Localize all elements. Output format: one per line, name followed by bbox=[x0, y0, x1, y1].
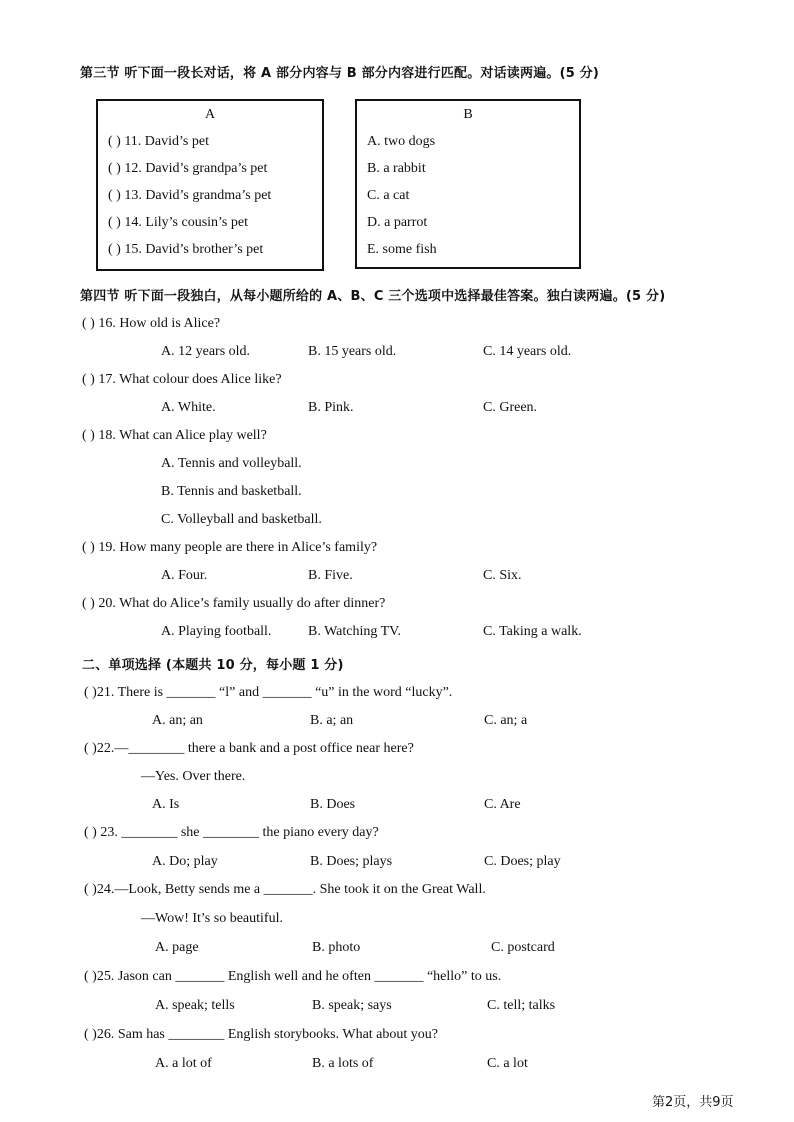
question-18-option-a: A. Tennis and volleyball. bbox=[161, 456, 302, 471]
question-26-option-b: B. a lots of bbox=[312, 1056, 374, 1071]
question-20-option-b: B. Watching TV. bbox=[308, 624, 401, 639]
question-19-option-b: B. Five. bbox=[308, 568, 353, 583]
question-23-option-a: A. Do; play bbox=[152, 854, 218, 869]
part2-heading: 二、单项选择 (本题共 10 分，每小题 1 分) bbox=[82, 658, 344, 673]
question-17-stem: ( ) 17. What colour does Alice like? bbox=[82, 372, 282, 387]
question-21-option-a: A. an; an bbox=[152, 713, 203, 728]
section3-heading: 第三节 听下面一段长对话，将 A 部分内容与 B 部分内容进行匹配。对话读两遍。(5 分) bbox=[80, 66, 600, 81]
question-26-option-c: C. a lot bbox=[487, 1056, 528, 1071]
match-item-14: ( ) 14. Lily’s cousin’s pet bbox=[108, 215, 248, 230]
match-option-e: E. some fish bbox=[367, 242, 437, 257]
question-25-option-c: C. tell; talks bbox=[487, 998, 556, 1013]
question-22-option-b: B. Does bbox=[310, 797, 356, 812]
match-option-d: D. a parrot bbox=[367, 215, 428, 230]
column-a-title: A bbox=[204, 107, 216, 122]
question-18-stem: ( ) 18. What can Alice play well? bbox=[82, 428, 267, 443]
question-23-option-b: B. Does; plays bbox=[310, 854, 393, 869]
question-22-stem: ( )22.—________ there a bank and a post office near here? bbox=[84, 741, 414, 756]
match-item-12: ( ) 12. David’s grandpa’s pet bbox=[108, 161, 268, 176]
question-24-stem: ( )24.—Look, Betty sends me a _______. She took it on the Great Wall. bbox=[84, 882, 486, 897]
question-18-option-c: C. Volleyball and basketball. bbox=[161, 512, 322, 527]
question-23-option-c: C. Does; play bbox=[484, 854, 561, 869]
column-b-title: B bbox=[463, 107, 473, 122]
question-21-stem: ( )21. There is _______ “l” and _______ “u” in the word “lucky”. bbox=[84, 685, 453, 700]
question-21-option-b: B. a; an bbox=[310, 713, 354, 728]
question-19-stem: ( ) 19. How many people are there in Alice’s family? bbox=[82, 540, 378, 555]
section4-heading: 第四节 听下面一段独白，从每小题所给的 A、B、C 三个选项中选择最佳答案。独白读两遍。(5 分) bbox=[80, 289, 666, 304]
question-17-option-c: C. Green. bbox=[483, 400, 538, 415]
question-19-option-a: A. Four. bbox=[161, 568, 208, 583]
question-24-reply: —Wow! It’s so beautiful. bbox=[141, 911, 283, 926]
match-option-b: B. a rabbit bbox=[367, 161, 426, 176]
match-item-11: ( ) 11. David’s pet bbox=[108, 134, 209, 149]
question-23-stem: ( ) 23. ________ she ________ the piano every day? bbox=[84, 825, 379, 840]
question-25-stem: ( )25. Jason can _______ English well and he often _______ “hello” to us. bbox=[84, 969, 502, 984]
question-16-option-b: B. 15 years old. bbox=[308, 344, 397, 359]
question-18-option-b: B. Tennis and basketball. bbox=[161, 484, 302, 499]
match-option-c: C. a cat bbox=[367, 188, 410, 203]
question-25-option-b: B. speak; says bbox=[312, 998, 392, 1013]
question-26-option-a: A. a lot of bbox=[155, 1056, 212, 1071]
question-24-option-b: B. photo bbox=[312, 940, 361, 955]
question-21-option-c: C. an; a bbox=[484, 713, 528, 728]
question-19-option-c: C. Six. bbox=[483, 568, 522, 583]
question-22-option-c: C. Are bbox=[484, 797, 521, 812]
match-item-13: ( ) 13. David’s grandma’s pet bbox=[108, 188, 272, 203]
match-option-a: A. two dogs bbox=[367, 134, 436, 149]
question-20-option-c: C. Taking a walk. bbox=[483, 624, 582, 639]
question-26-stem: ( )26. Sam has ________ English storybooks. What about you? bbox=[84, 1027, 438, 1042]
question-24-option-a: A. page bbox=[155, 940, 199, 955]
question-22-option-a: A. Is bbox=[152, 797, 180, 812]
question-24-option-c: C. postcard bbox=[491, 940, 555, 955]
question-17-option-b: B. Pink. bbox=[308, 400, 354, 415]
question-16-option-a: A. 12 years old. bbox=[161, 344, 251, 359]
matching-column-b bbox=[355, 99, 581, 269]
question-20-option-a: A. Playing football. bbox=[161, 624, 272, 639]
question-16-stem: ( ) 16. How old is Alice? bbox=[82, 316, 221, 331]
match-item-15: ( ) 15. David’s brother’s pet bbox=[108, 242, 264, 257]
question-20-stem: ( ) 20. What do Alice’s family usually do after dinner? bbox=[82, 596, 386, 611]
matching-column-a bbox=[96, 99, 324, 271]
question-16-option-c: C. 14 years old. bbox=[483, 344, 572, 359]
question-22-reply: —Yes. Over there. bbox=[141, 769, 246, 784]
question-25-option-a: A. speak; tells bbox=[155, 998, 235, 1013]
question-17-option-a: A. White. bbox=[161, 400, 216, 415]
page-number: 第2页，共9页 bbox=[652, 1095, 734, 1110]
